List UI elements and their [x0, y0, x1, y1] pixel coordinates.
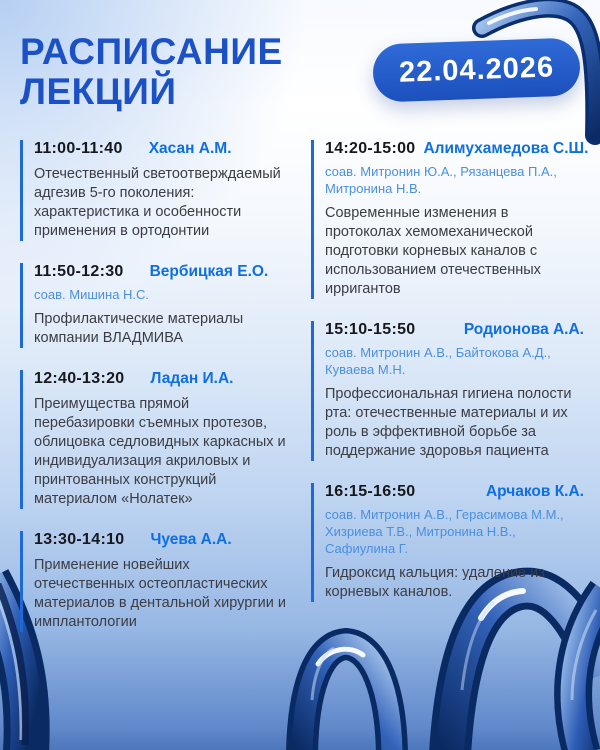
entry-head	[34, 263, 293, 281]
entry-coauthors: соав. Митронин Ю.А., Рязанцева П.А., Митронина Н.В.	[325, 164, 557, 196]
schedule-entry	[311, 140, 589, 299]
entry-speaker: Арчаков К.А.	[485, 483, 584, 500]
entry-topic: Современные изменения в протоколах хемомеханической подготовки корневых каналов с использованием отечественных ирригантов	[325, 205, 541, 297]
entry-head	[34, 370, 293, 388]
entry-head	[34, 531, 293, 549]
schedule-entry	[311, 321, 584, 461]
entry-speaker: Вербицкая Е.О.	[149, 263, 269, 280]
entry-time: 15:10-15:50	[325, 321, 416, 338]
entry-speaker: Родионова А.А.	[463, 321, 584, 338]
header	[0, 0, 600, 112]
entry-topic: Профилактические материалы компании ВЛАДМИВА	[34, 311, 244, 346]
date-badge: 22.04.2026	[372, 37, 581, 102]
schedule-entry	[20, 370, 293, 509]
entry-time: 14:20-15:00	[325, 140, 416, 157]
entry-time: 13:30-14:10	[34, 531, 125, 548]
entry-time: 11:00-11:40	[34, 140, 123, 157]
entry-time: 11:50-12:30	[34, 263, 124, 280]
entry-topic: Преимущества прямой перебазировки съемных протезов, облицовка седловидных каркасных и индивидуализация акриловых и принтованных конструкций материалом «Нолатек»	[34, 396, 286, 507]
entry-topic: Гидроксид кальция: удаление из корневых каналов.	[325, 565, 545, 600]
schedule-column-right	[311, 140, 589, 632]
entry-head	[325, 483, 584, 501]
page-title-line2: ЛЕКЦИЙ	[20, 71, 177, 112]
entry-head	[325, 321, 584, 339]
entry-head	[325, 140, 589, 158]
schedule-entry	[311, 483, 584, 602]
glossy-arch-small	[302, 644, 392, 750]
page-title-line1: РАСПИСАНИЕ	[20, 31, 283, 72]
schedule-columns	[0, 112, 600, 632]
entry-head	[34, 140, 293, 158]
entry-topic: Отечественный светоотверждаемый адгезив 5-го поколения: характеристика и особенности применения в ортодонтии	[34, 166, 281, 239]
entry-speaker: Чуева А.А.	[150, 531, 232, 548]
entry-speaker: Хасан А.М.	[148, 140, 232, 157]
entry-coauthors: соав. Мишина Н.С.	[34, 287, 150, 302]
entry-speaker: Ладан И.А.	[150, 370, 234, 387]
schedule-column-left	[20, 140, 293, 632]
entry-topic: Профессиональная гигиена полости рта: отечественные материалы и их роль в эффективной борьбе за поддержание здоровья пациента	[325, 386, 572, 459]
schedule-entry	[20, 531, 293, 632]
entry-coauthors: соав. Митронин А.В., Герасимова М.М., Хизриева Т.В., Митронина Н.В., Сафиулина Г.	[325, 507, 564, 556]
schedule-entry	[20, 263, 293, 348]
entry-topic: Применение новейших отечественных остеопластических материалов в дентальной хирургии и имплантологии	[34, 557, 286, 630]
entry-coauthors: соав. Митронин А.В., Байтокова А.Д., Куваева М.Н.	[325, 345, 551, 377]
entry-time: 12:40-13:20	[34, 370, 125, 387]
schedule-entry	[20, 140, 293, 241]
entry-time: 16:15-16:50	[325, 483, 416, 500]
entry-speaker: Алимухамедова С.Ш.	[423, 140, 589, 157]
